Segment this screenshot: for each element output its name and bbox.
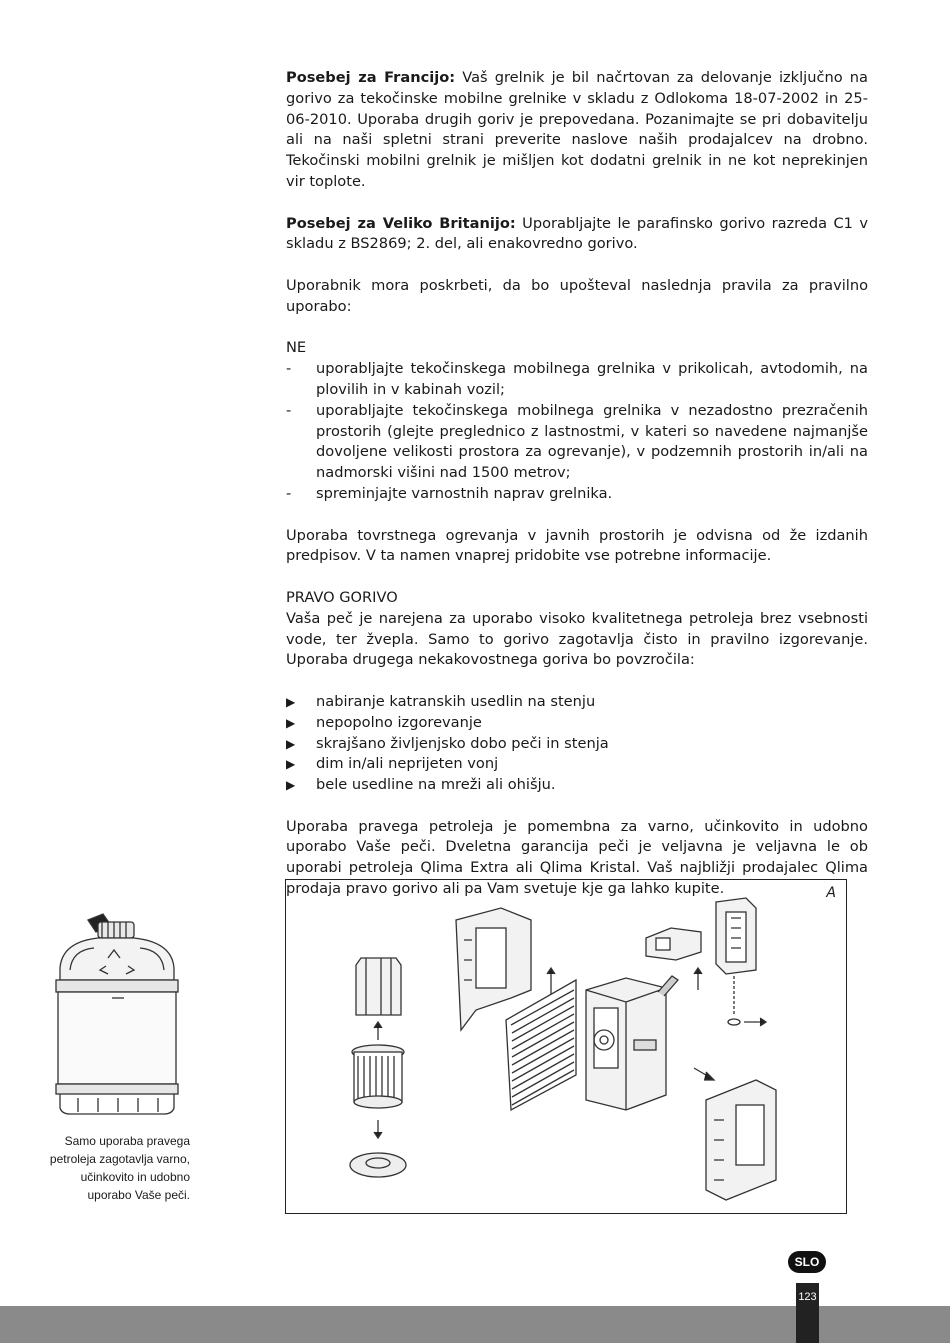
- language-badge: SLO: [788, 1251, 826, 1273]
- list-item: ▶ skrajšano življenjsko dobo peči in stenja: [286, 734, 609, 752]
- section-heading: PRAVO GORIVO: [286, 588, 398, 606]
- main-text: [286, 68, 868, 900]
- paragraph-fuel: Vaša peč je narejena za uporabo visoko kvalitetnega petroleja brez vsebnosti vode, ter žvepla. Samo to gorivo zagotavlja čisto in pravilno izgorevanje. Uporaba drugega nekakovostnega goriva bo povzročila:: [286, 609, 868, 669]
- list-item: ▶ dim in/ali neprijeten vonj: [286, 755, 499, 773]
- fuel-canister-illustration: [48, 908, 188, 1118]
- list-item: - uporabljajte tekočinskega mobilnega grelnika v prikolicah, avtodomih, na plovilih in v kabinah vozil;: [286, 360, 868, 398]
- list-item: - uporabljajte tekočinskega mobilnega grelnika v nezadostno prezračenih prostorih (glejte preglednico z lastnostmi, v kateri so navedene najmanjše dovoljene velikosti prostora za ogrevanje), v podzemnih prostorih in/ali na nadmorski višini nad 1500 metrov;: [286, 401, 868, 482]
- paragraph-france: Posebej za Francijo: Vaš grelnik je bil načrtovan za delovanje izključno na gorivo za tekočinske mobilne grelnike v skladu z Odlokoma 18-07-2002 in 25-06-2010. Uporaba drugih goriv je prepovedana. Pozanimajte se pri dobavitelju ali na naši spletni strani preverite naslove naših prodajalcev na drobno. Tekočinski mobilni grelnik je mišljen kot dodatni grelnik in ne kot neprekinjen vir toplote.: [286, 69, 868, 190]
- list-item: ▶ nepopolno izgorevanje: [286, 713, 482, 731]
- list-item: - spreminjajte varnostnih naprav grelnika.: [286, 484, 613, 502]
- figure-caption: Samo uporaba pravega petroleja zagotavlja varno, učinkovito in udobno uporabo Vaše peči.: [49, 1134, 190, 1202]
- ne-list: [286, 359, 868, 505]
- list-item: ▶ bele usedline na mreži ali ohišju.: [286, 776, 556, 794]
- effects-list: [286, 692, 868, 796]
- paragraph-warranty: Uporaba pravega petroleja je pomembna za varno, učinkovito in udobno uporabo Vaše peči. Dveletna garancija peči je veljavna je veljavna le ob uporabi petroleja Qlima Extra ali Qlima Kristal. Vaš najbližji prodajalec Qlima prodaja pravo gorivo ali pa Vam svetuje kje ga lahko kupite.: [286, 817, 868, 898]
- heater-exploded-diagram: [286, 880, 846, 1213]
- page-number: 123: [796, 1283, 819, 1343]
- figure-label: A: [826, 885, 836, 901]
- list-item: ▶ nabiranje katranskih usedlin na stenju: [286, 692, 596, 710]
- ne-heading: NE: [286, 339, 307, 357]
- paragraph-uk: Posebej za Veliko Britanijo: Uporabljajte le parafinsko gorivo razreda C1 v skladu z BS2869; 2. del, ali enakovredno gorivo.: [286, 214, 868, 253]
- paragraph-user-rules: Uporabnik mora poskrbeti, da bo upošteval naslednja pravila za pravilno uporabo:: [286, 276, 868, 315]
- figure-a: [285, 879, 847, 1214]
- paragraph-public-spaces: Uporaba tovrstnega ogrevanja v javnih prostorih je odvisna od že izdanih predpisov. V ta namen vnaprej pridobite vse potrebne informacije.: [286, 526, 868, 565]
